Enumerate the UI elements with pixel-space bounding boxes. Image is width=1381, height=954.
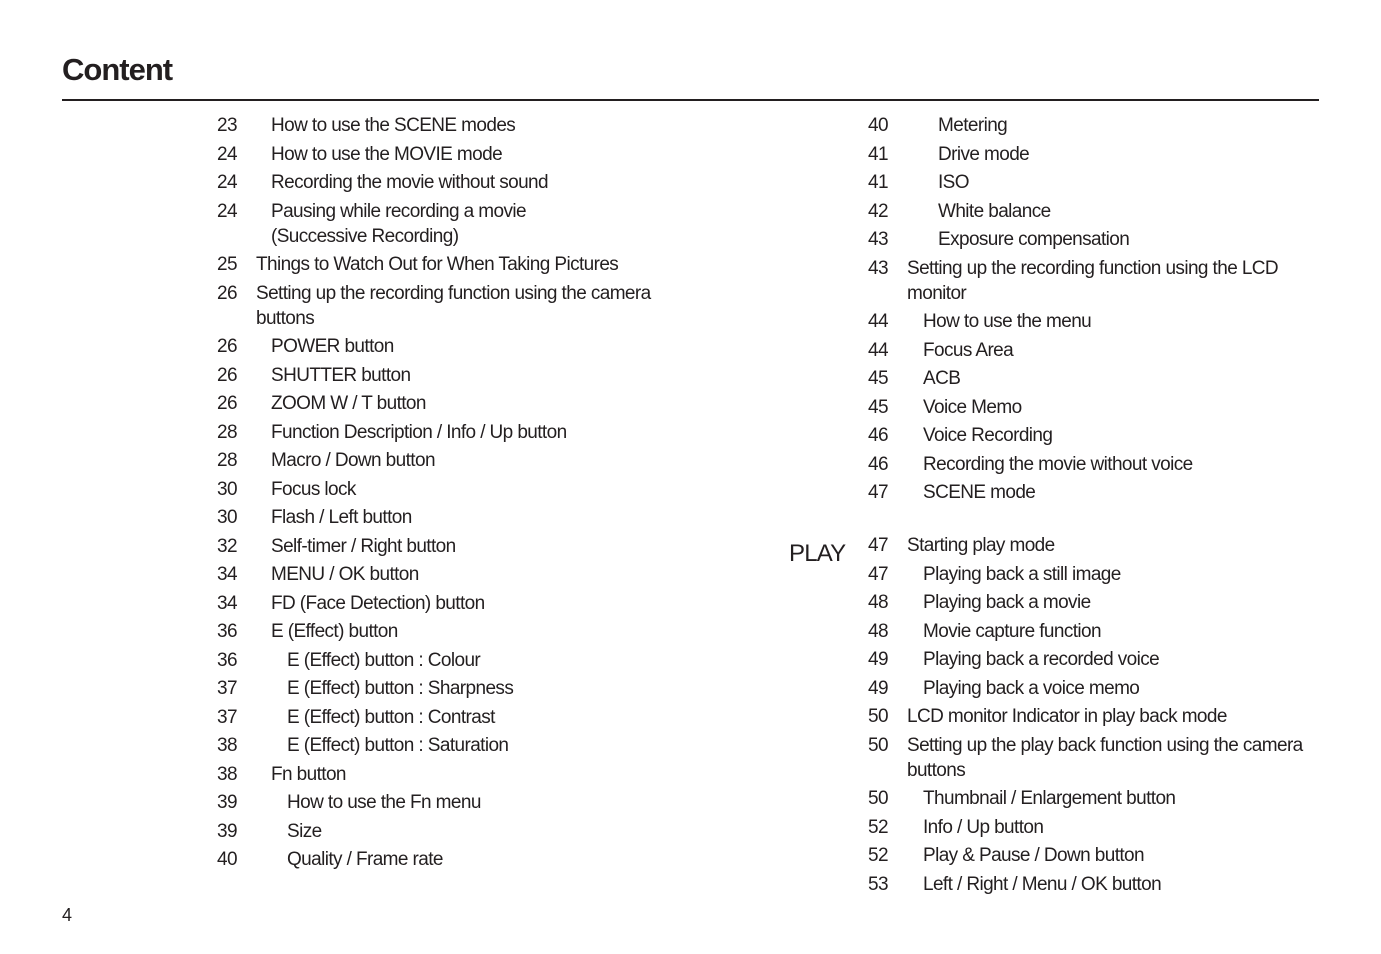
toc-entry[interactable] — [868, 199, 1318, 224]
toc-page-number: 52 — [868, 845, 888, 866]
toc-entry-title: Drive mode — [938, 143, 1030, 165]
toc-entry-title: Play & Pause / Down button — [923, 845, 1144, 866]
toc-entry[interactable] — [868, 872, 1318, 897]
toc-page-number: 44 — [868, 339, 888, 361]
toc-page-number: 23 — [217, 115, 237, 136]
toc-entry[interactable] — [217, 705, 687, 730]
toc-entry-title: SHUTTER button — [271, 364, 411, 386]
toc-page-number: 36 — [217, 649, 237, 671]
toc-entry[interactable] — [868, 843, 1318, 868]
toc-page-number: 34 — [217, 592, 237, 614]
page-number: 4 — [62, 905, 73, 925]
toc-page-number: 47 — [868, 482, 888, 503]
toc-entry-title: Macro / Down button — [271, 450, 435, 471]
toc-page-number: 52 — [868, 816, 888, 838]
toc-page-number: 40 — [868, 115, 888, 136]
toc-page-number: 26 — [217, 282, 237, 304]
toc-entry[interactable] — [217, 591, 687, 616]
toc-entry[interactable] — [868, 170, 1318, 195]
toc-entry[interactable] — [217, 477, 687, 502]
toc-entry-title: Playing back a recorded voice — [923, 649, 1160, 670]
toc-page-number: 34 — [217, 564, 237, 585]
toc-entry[interactable] — [217, 562, 687, 587]
toc-right-column — [868, 113, 1318, 900]
toc-page-number: 26 — [217, 393, 237, 414]
toc-entry[interactable] — [217, 170, 687, 195]
toc-entry-title: Flash / Left button — [271, 507, 412, 528]
toc-entry-title: Self-timer / Right button — [271, 535, 456, 557]
toc-entry-title: Size — [287, 820, 322, 842]
toc-entry-title: How to use the menu — [923, 311, 1092, 332]
toc-page-number: 46 — [868, 425, 888, 446]
toc-page-number: 45 — [868, 368, 888, 389]
toc-entry[interactable] — [217, 762, 687, 787]
toc-entry-title: E (Effect) button — [271, 621, 398, 642]
toc-page-number: 50 — [868, 734, 888, 756]
toc-entry[interactable] — [868, 227, 1318, 252]
toc-entry-title: Thumbnail / Enlargement button — [923, 788, 1176, 809]
toc-entry-title: ACB — [923, 368, 961, 389]
toc-page-number: 47 — [868, 563, 888, 585]
toc-entry-title: ISO — [938, 172, 969, 193]
toc-page-number: 30 — [217, 478, 237, 500]
toc-entry-title: Starting play mode — [907, 535, 1055, 556]
toc-page-number: 28 — [217, 421, 237, 443]
toc-entry[interactable] — [217, 733, 687, 758]
section-label-play: PLAY — [789, 540, 846, 567]
toc-page-number: 38 — [217, 735, 237, 756]
toc-entry[interactable] — [868, 533, 1318, 558]
toc-entry[interactable] — [868, 338, 1318, 363]
toc-page-number: 28 — [217, 450, 237, 471]
toc-entry[interactable] — [217, 142, 687, 167]
toc-entry-title: Recording the movie without voice — [923, 453, 1193, 475]
toc-entry[interactable] — [868, 309, 1318, 334]
toc-entry[interactable] — [217, 281, 687, 331]
toc-entry[interactable] — [217, 648, 687, 673]
toc-page-number: 44 — [868, 311, 888, 332]
toc-page-number: 48 — [868, 620, 888, 642]
toc-entry-title: How to use the Fn menu — [287, 792, 481, 813]
toc-entry-title: Playing back a movie — [923, 592, 1091, 613]
toc-entry-title: Exposure compensation — [938, 229, 1130, 250]
toc-entry[interactable] — [868, 142, 1318, 167]
toc-entry-title: E (Effect) button : Contrast — [287, 706, 495, 728]
toc-entry[interactable] — [868, 704, 1318, 729]
toc-entry-title: Function Description / Info / Up button — [271, 421, 567, 443]
toc-entry-title: SCENE mode — [923, 482, 1036, 503]
toc-page-number: 50 — [868, 706, 888, 727]
toc-page-number: 47 — [868, 535, 888, 556]
toc-entry-title: Things to Watch Out for When Taking Pictures — [256, 254, 619, 275]
toc-page-number: 25 — [217, 254, 237, 275]
toc-entry-title: Voice Memo — [923, 396, 1022, 418]
toc-page-number: 24 — [217, 200, 237, 222]
toc-page-number: 41 — [868, 143, 888, 165]
toc-page-number: 41 — [868, 172, 888, 193]
toc-entry[interactable] — [868, 815, 1318, 840]
toc-left-column — [217, 113, 687, 876]
toc-page-number: 49 — [868, 649, 888, 670]
toc-page-number: 39 — [217, 792, 237, 813]
toc-entry-title: White balance — [938, 200, 1051, 222]
toc-entry[interactable] — [217, 534, 687, 559]
toc-page-number: 39 — [217, 820, 237, 842]
toc-entry-title: Pausing while recording a movie (Successive Recording) — [271, 200, 526, 247]
toc-entry-title: Movie capture function — [923, 620, 1101, 642]
toc-page-number: 42 — [868, 200, 888, 222]
toc-entry[interactable] — [868, 647, 1318, 672]
toc-entry-title: MENU / OK button — [271, 564, 419, 585]
toc-entry[interactable] — [868, 786, 1318, 811]
toc-entry-title: E (Effect) button : Colour — [287, 649, 481, 671]
page-title: Content — [62, 52, 173, 87]
toc-entry-title: How to use the MOVIE mode — [271, 143, 503, 165]
toc-entry[interactable] — [868, 423, 1318, 448]
title-divider — [62, 99, 1319, 101]
toc-page-number: 36 — [217, 621, 237, 642]
toc-entry[interactable] — [868, 733, 1318, 783]
toc-entry-title: LCD monitor Indicator in play back mode — [907, 706, 1227, 727]
toc-entry-title: Focus lock — [271, 478, 356, 500]
toc-page-number: 32 — [217, 535, 237, 557]
toc-page-number: 38 — [217, 763, 237, 785]
toc-entry-title: Info / Up button — [923, 816, 1044, 838]
toc-entry-title: Fn button — [271, 763, 346, 785]
toc-entry-title: Left / Right / Menu / OK button — [923, 873, 1162, 895]
toc-entry[interactable] — [868, 113, 1318, 138]
toc-entry-title: Focus Area — [923, 339, 1014, 361]
toc-page-number: 26 — [217, 364, 237, 386]
toc-entry[interactable] — [868, 590, 1318, 615]
toc-page-number: 40 — [217, 849, 237, 870]
toc-entry-title: Recording the movie without sound — [271, 172, 548, 193]
toc-entry[interactable] — [868, 366, 1318, 391]
toc-page-number: 37 — [217, 706, 237, 728]
toc-entry[interactable] — [217, 790, 687, 815]
toc-entry[interactable] — [217, 334, 687, 359]
toc-entry[interactable] — [217, 505, 687, 530]
toc-entry-title: Setting up the play back function using the camera buttons — [907, 734, 1303, 781]
toc-page-number: 48 — [868, 592, 888, 613]
toc-entry[interactable] — [217, 847, 687, 872]
toc-entry[interactable] — [217, 819, 687, 844]
toc-entry-title: FD (Face Detection) button — [271, 592, 485, 614]
toc-entry[interactable] — [868, 562, 1318, 587]
toc-entry[interactable] — [217, 199, 687, 249]
toc-entry-title: Metering — [938, 115, 1008, 136]
toc-page-number: 24 — [217, 143, 237, 165]
toc-entry[interactable] — [868, 256, 1318, 306]
toc-entry[interactable] — [868, 395, 1318, 420]
toc-entry[interactable] — [217, 252, 687, 277]
toc-entry[interactable] — [217, 420, 687, 445]
toc-entry[interactable] — [217, 448, 687, 473]
toc-entry-title: Quality / Frame rate — [287, 849, 443, 870]
toc-entry-title: POWER button — [271, 336, 394, 357]
toc-page-number: 30 — [217, 507, 237, 528]
toc-entry[interactable] — [868, 452, 1318, 477]
toc-page-number: 37 — [217, 678, 237, 699]
toc-entry[interactable] — [217, 113, 687, 138]
toc-entry[interactable] — [868, 676, 1318, 701]
toc-entry-title: E (Effect) button : Saturation — [287, 735, 509, 756]
toc-page-number: 53 — [868, 873, 888, 895]
toc-page-number: 43 — [868, 257, 888, 279]
toc-entry-title: Voice Recording — [923, 425, 1053, 446]
toc-page-number: 45 — [868, 396, 888, 418]
toc-entry-title: How to use the SCENE modes — [271, 115, 516, 136]
toc-entry[interactable] — [868, 619, 1318, 644]
toc-entry[interactable] — [868, 480, 1318, 505]
toc-page-number: 50 — [868, 788, 888, 809]
toc-page-number: 43 — [868, 229, 888, 250]
toc-page-number: 26 — [217, 336, 237, 357]
toc-entry-title: Playing back a still image — [923, 563, 1121, 585]
toc-page-number: 46 — [868, 453, 888, 475]
toc-entry-title: ZOOM W / T button — [271, 393, 426, 414]
toc-page-number: 49 — [868, 677, 888, 699]
toc-entry-title: E (Effect) button : Sharpness — [287, 678, 514, 699]
toc-page-number: 24 — [217, 172, 237, 193]
toc-entry-title: Playing back a voice memo — [923, 677, 1140, 699]
toc-entry[interactable] — [217, 391, 687, 416]
toc-entry-title: Setting up the recording function using the camera buttons — [256, 282, 651, 329]
toc-entry[interactable] — [217, 619, 687, 644]
toc-entry[interactable] — [217, 676, 687, 701]
toc-entry-title: Setting up the recording function using the LCD monitor — [907, 257, 1279, 304]
toc-entry[interactable] — [217, 363, 687, 388]
